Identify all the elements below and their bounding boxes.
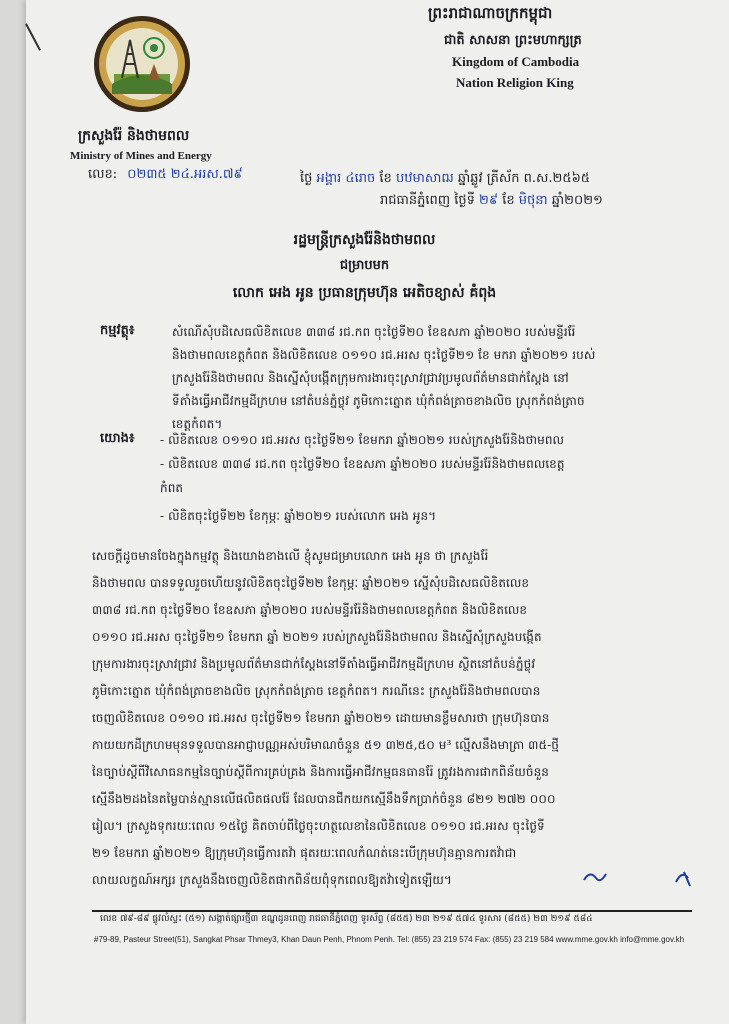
- solar-date-prefix: រាជធានីភ្នំពេញ ថ្ងៃទី: [380, 193, 475, 208]
- nation-motto-khmer: ជាតិ សាសនា ព្រះមហាក្សត្រ: [444, 33, 582, 48]
- body-line: ភូមិកោះត្នោត ឃុំកំពង់ត្រាចខាងលិច ស្រុកកំពង់ត្រាច ខេត្តកំពត។ ករណីនេះ ក្រសួងរ៉ែនិងថាមពលបាន: [92, 684, 541, 698]
- solar-date-line: [380, 192, 603, 211]
- body-line: ស្មើនឹង២ដងនៃតម្លៃបាន់ស្មានលើផលិតផលរ៉ែ ដែលបានជីកយកស្មើនឹងទឹកប្រាក់ចំនួន ៨២១ ២៧២ ០០០: [92, 792, 556, 806]
- body-line: នៃច្បាប់ស្តីពីវិសោធនកម្មនៃច្បាប់ស្តីពីការគ្រប់គ្រង និងការធ្វើអាជីវកម្មធនធានរ៉ែ ត្រូវរងការផាកពិន័យចំនួន: [92, 765, 550, 779]
- lunar-date-prefix: ថ្ងៃ: [300, 171, 313, 186]
- subject-line: សំណើសុំបដិសេធលិខិតលេខ ៣៣៨ រជ.កព ចុះថ្ងៃទី២០ ខែឧសភា ឆ្នាំ២០២០ របស់មន្ទីររ៉ែ: [172, 325, 576, 339]
- ministry-name-khmer: ក្រសួងរ៉ែ និងថាមពល: [78, 128, 190, 144]
- reference-line: - លិខិតលេខ ០១១០ រជ.អរស ចុះថ្ងៃទី២១ ខែមករា ឆ្នាំ២០២១ របស់ក្រសួងរ៉ែនិងថាមពល: [160, 433, 565, 447]
- reference-number-label: លេខ:: [88, 167, 118, 182]
- body-line: និងថាមពល បានទទួលរួចហើយនូវលិខិតចុះថ្ងៃទី២២ ខែកុម្ភៈ ឆ្នាំ២០២១ ស្នើសុំបដិសេធលិខិតលេខ: [92, 576, 530, 590]
- lunar-date-year: ឆ្នាំឆ្លូវ ត្រីស័ក ព.ស.២៥៦៥: [457, 171, 590, 186]
- footer-address-english: #79-89, Pasteur Street(51), Sangkat Phsar Thmey3, Khan Daun Penh, Phnom Penh. Tel: (855) 23 219 574 Fax: (855) 23 219 584 www.mme.gov.kh info@mme.gov.kh: [94, 935, 685, 944]
- body-line: កាយយកដីក្រហមមុនទទួលបានអាជ្ញាបណ្ណអស់បរិមាណចំនួន ៥១ ៣២៥,៥០ ម³ ល្មើសនឹងមាត្រា ៣៥-ថ្មី: [92, 738, 559, 752]
- subject-label: កម្មវត្ថុ៖: [100, 323, 135, 338]
- nation-motto-english: Nation Religion King: [456, 75, 574, 90]
- body-line: សេចក្តីដូចមានចែងក្នុងកម្មវត្ថុ និងយោងខាងលើ ខ្ញុំសូមជម្រាបលោក អេង អូន ថា ក្រសួងរ៉ែ: [92, 549, 489, 563]
- body-line: ៣៣៨ រជ.កព ចុះថ្ងៃទី២០ ខែឧសភា ឆ្នាំ២០២០ របស់មន្ទីររ៉ែនិងថាមពលខេត្តកំពត និងលិខិតលេខ: [92, 603, 528, 617]
- lunar-date-month-label: ខែ: [379, 171, 392, 186]
- footer-divider: [92, 910, 692, 912]
- subject-line: និងថាមពលខេត្តកំពត និងលិខិតលេខ ០១១០ រជ.អរស ចុះថ្ងៃទី២១ ខែ មករា ឆ្នាំ២០២១ របស់: [172, 348, 596, 362]
- reference-line: - លិខិតចុះថ្ងៃទី២២ ខែកុម្ភៈ ឆ្នាំ២០២១ របស់លោក អេង អូន។: [160, 509, 437, 523]
- reference-line: កំពត: [160, 481, 184, 495]
- body-line: រៀល។ ក្រសួងទុករយៈពេល ១៥ថ្ងៃ គិតចាប់ពីថ្ងៃចុះហត្ថលេខានៃលិខិតលេខ ០១១០ រជ.អរស ចុះថ្ងៃទី: [92, 819, 545, 833]
- lunar-date-month: បឋមាសាឍ: [395, 171, 454, 186]
- reference-number: [88, 166, 243, 185]
- reference-line: - លិខិតលេខ ៣៣៨ រជ.កព ចុះថ្ងៃទី២០ ខែឧសភា ឆ្នាំ២០២០ របស់មន្ទីររ៉ែនិងថាមពលខេត្ត: [160, 457, 565, 471]
- solar-date-month: មិថុនា: [518, 193, 548, 208]
- body-line: ចេញលិខិតលេខ ០១១០ រជ.អរស ចុះថ្ងៃទី២១ ខែមករា ឆ្នាំ២០២១ ដោយមានខ្លឹមសារថា ក្រុមហ៊ុនបាន: [92, 711, 550, 725]
- reference-label: យោង៖: [100, 431, 135, 446]
- solar-date-month-label: ខែ: [502, 193, 515, 208]
- salutation: ជម្រាបមក: [339, 258, 390, 273]
- body-line: ២១ ខែមករា ឆ្នាំ២០២១ ឱ្យក្រុមហ៊ុនធ្វើការតវ៉ា ផុតរយៈពេលកំណត់នេះបើក្រុមហ៊ុនគ្មានការតវ៉ាជា: [92, 846, 517, 860]
- recipient-line: លោក អេង អូន ប្រធានក្រុមហ៊ុន អេតិចខ្យាស់ គំពុង: [232, 285, 497, 301]
- solar-date-day: ២៩: [479, 193, 499, 208]
- subject-line: ទីតាំងធ្វើអាជីវកម្មដីក្រហម នៅតំបន់ភ្នំថ្លុវ ភូមិកោះត្នោត ឃុំកំពង់ត្រាចខាងលិច ស្រុកកំពង់ត្រាច: [172, 394, 585, 408]
- kingdom-title-english: Kingdom of Cambodia: [452, 54, 580, 69]
- sender-title: រដ្ឋមន្ត្រីក្រសួងរ៉ែនិងថាមពល: [293, 232, 436, 248]
- body-line: ក្រុមការងារចុះស្រាវជ្រាវ និងប្រមូលព័ត៌មានជាក់ស្តែងនៅទីតាំងធ្វើអាជីវកម្មដីក្រហម ស្ថិតនៅតំបន់ភ្នំថ្លុវ: [92, 657, 536, 671]
- subject-line: ខេត្តកំពត។: [172, 417, 223, 431]
- kingdom-title-khmer: ព្រះរាជាណាចក្រកម្ពុជា: [428, 4, 553, 22]
- ministry-logo-seal: [92, 14, 192, 114]
- lunar-date-line: [300, 170, 590, 189]
- handwritten-initials: [580, 866, 700, 890]
- ministry-name-english: Ministry of Mines and Energy: [70, 150, 212, 162]
- lunar-date-number: ៤រោច: [345, 171, 376, 186]
- solar-date-year: ឆ្នាំ២០២១: [551, 193, 603, 208]
- body-line: លាយលក្ខណ៍អក្សរ ក្រសួងនឹងចេញលិខិតផាកពិន័យពុំទុកពេលឱ្យតវ៉ាទៀតឡើយ។: [92, 873, 452, 887]
- body-line: ០១១០ រជ.អរស ចុះថ្ងៃទី២១ ខែមករា ឆ្នាំ ២០២១ របស់ក្រសួងរ៉ែនិងថាមពល និងស្នើសុំក្រសួងបង្កើត: [92, 630, 542, 644]
- reference-number-value: ០២៣៥ ២៤.អរស.៧៩: [127, 167, 243, 182]
- footer-address-khmer: លេខ ៧៩-៨៩ ផ្លូវលំស្ទះ (៥១) សង្កាត់ផ្សារថ្មី៣ ខណ្ឌដូនពេញ រាជធានីភ្នំពេញ ទូរស័ព្ទ (៨៥៥) ២៣ ២១៩ ៥៧៤ ទូរសារ (៨៥៥) ២៣ ២១៩ ៥៨៤: [100, 914, 593, 924]
- subject-line: ក្រសួងរ៉ែនិងថាមពល និងស្នើសុំបង្កើតក្រុមការងារចុះស្រាវជ្រាវប្រមូលព័ត៌មានជាក់ស្តែង នៅ: [172, 371, 569, 385]
- lunar-date-weekday: អង្គារ: [316, 171, 342, 186]
